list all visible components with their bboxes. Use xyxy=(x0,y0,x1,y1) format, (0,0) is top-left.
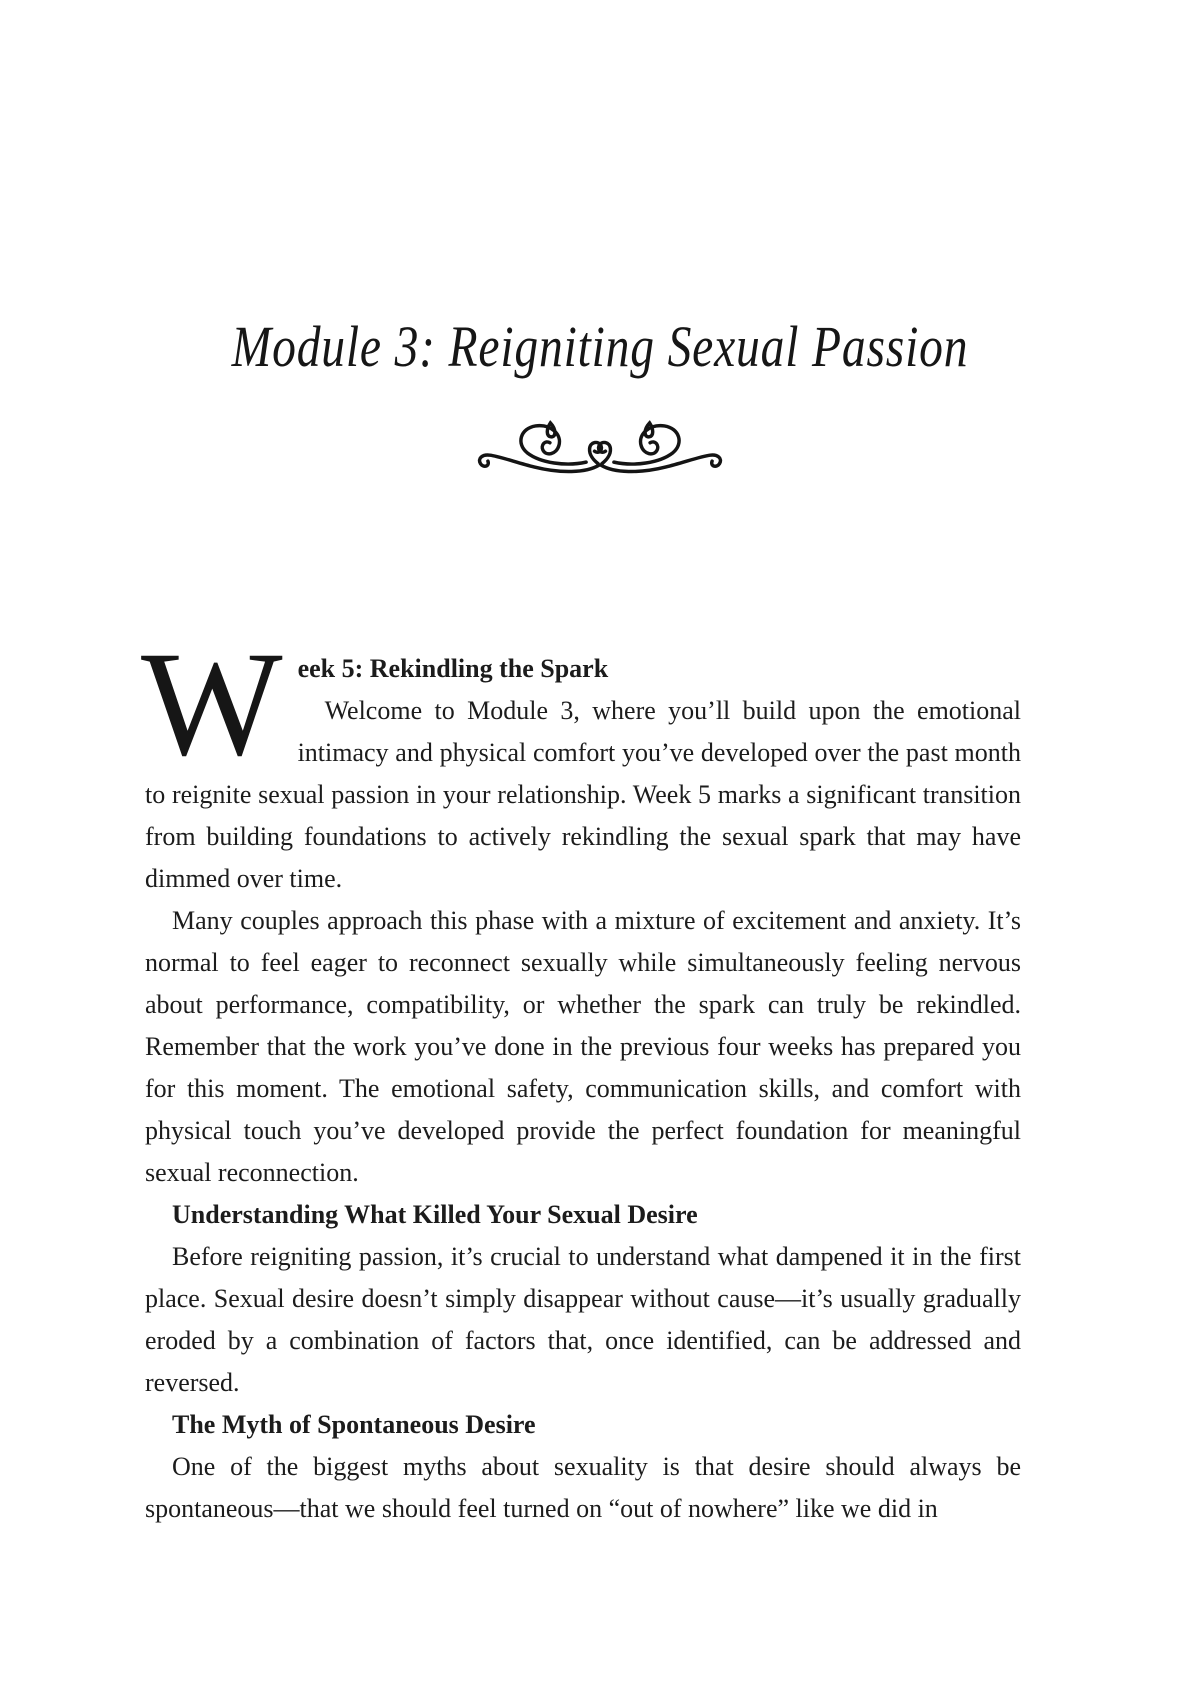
subheading-what-killed-desire: Understanding What Killed Your Sexual Desire xyxy=(172,1199,698,1229)
paragraph-many-couples: Many couples approach this phase with a mixture of excitement and anxiety. It’s normal to feel eager to reconnect sexually while simultaneously feeling nervous about performance, compatibility, or whether the spark can truly be rekindled. Remember that the work you’ve done in the previous four weeks has prepared you for this moment. The emotional safety, communication skills, and comfort with physical touch you’ve developed provide the perfect foundation for meaningful sexual reconnection. xyxy=(145,905,1021,1187)
subheading-myth-spontaneous-desire: The Myth of Spontaneous Desire xyxy=(172,1409,536,1439)
week-heading: eek 5: Rekindling the Spark xyxy=(297,653,609,683)
drop-cap: W xyxy=(141,620,283,787)
paragraph-before-reigniting: Before reigniting passion, it’s crucial to understand what dampened it in the first place. Sexual desire doesn’t simply disappear without cause—it’s usually gradually eroded by a combination of factors that, once identified, can be addressed and reversed. xyxy=(145,1241,1021,1397)
flourish-divider-icon xyxy=(0,415,1200,482)
chapter-body xyxy=(141,620,1021,1530)
chapter-title: Module 3: Reigniting Sexual Passion xyxy=(231,314,969,379)
paragraph-biggest-myths: One of the biggest myths about sexuality is that desire should always be spontaneous—that we should feel turned on “out of nowhere” like we did in xyxy=(145,1451,1021,1523)
paragraph-welcome: Welcome to Module 3, where you’ll build upon the emotional intimacy and physical comfort you’ve developed over the past month to reignite sexual passion in your relationship. Week 5 marks a significant transition from building foundations to actively rekindling the sexual spark that may have dimmed over time. xyxy=(145,695,1021,893)
